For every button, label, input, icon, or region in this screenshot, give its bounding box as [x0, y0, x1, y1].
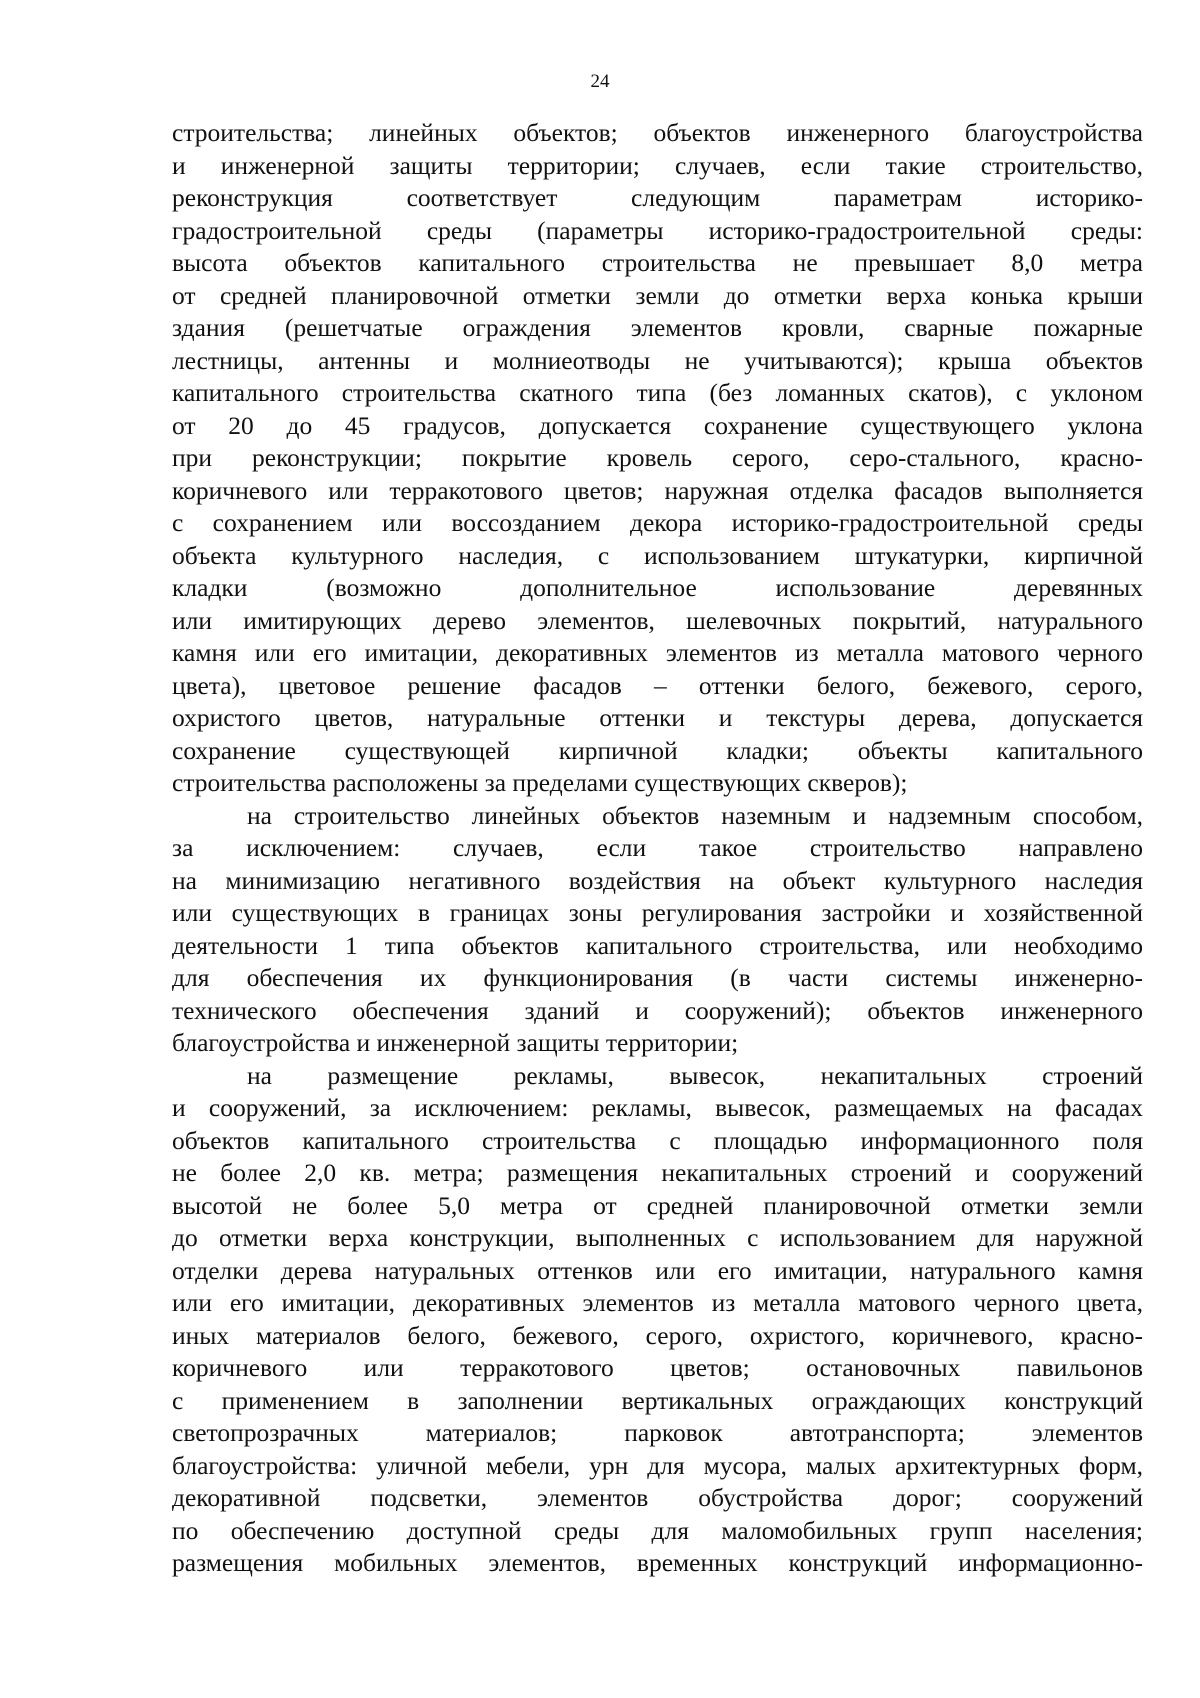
text-line: до отметки верха конструкции, выполненных с использованием для наружной [172, 1223, 1143, 1252]
text-line: на минимизацию негативного воздействия на объект культурного наследия [172, 865, 1143, 895]
text-line: капитального строительства скатного типа (без ломанных скатов), с уклоном [172, 378, 1143, 407]
text-line: строительства; линейных объектов; объектов инженерного благоустройства [172, 118, 1143, 147]
text-line: технического обеспечения зданий и сооружений); объектов инженерного [172, 995, 1143, 1025]
text-line: коричневого или терракотового цветов; наружная отделка фасадов выполняется [172, 475, 1143, 505]
text-line: камня или его имитации, декоративных элементов из металла матового черного [172, 638, 1143, 667]
text-line: лестницы, антенны и молниеотводы не учитываются); крыша объектов [172, 345, 1143, 375]
text-line: охристого цветов, натуральные оттенки и текстуры дерева, допускается [172, 703, 1143, 732]
text-line: от 20 до 45 градусов, допускается сохранение существующего уклона [172, 410, 1143, 440]
text-line: высота объектов капитального строительства не превышает 8,0 метра [172, 248, 1143, 277]
text-line: цвета), цветовое решение фасадов – оттенки белого, бежевого, серого, [172, 670, 1143, 700]
text-line: или его имитации, декоративных элементов из металла матового черного цвета, [172, 1288, 1143, 1317]
text-line: при реконструкции; покрытие кровель серого, серо-стального, красно- [172, 443, 1143, 472]
text-line: на строительство линейных объектов наземным и надземным способом, [247, 800, 1143, 830]
text-line: благоустройства: уличной мебели, урн для мусора, малых архитектурных форм, [172, 1450, 1143, 1480]
text-line: на размещение рекламы, вывесок, некапитальных строений [247, 1060, 1143, 1090]
text-line: с применением в заполнении вертикальных ограждающих конструкций [172, 1385, 1143, 1415]
page-number: 24 [590, 71, 610, 92]
text-line: декоративной подсветки, элементов обустройства дорог; сооружений [172, 1483, 1143, 1512]
text-line: за исключением: случаев, если такое строительство направлено [172, 833, 1143, 862]
text-line: благоустройства и инженерной защиты территории; [172, 1028, 739, 1057]
body-text [172, 117, 1143, 1580]
text-line: объекта культурного наследия, с использованием штукатурки, кирпичной [172, 540, 1143, 570]
text-line: коричневого или терракотового цветов; остановочных павильонов [172, 1353, 1143, 1382]
text-line: от средней планировочной отметки земли до отметки верха конька крыши [172, 280, 1143, 310]
text-line: реконструкция соответствует следующим параметрам историко- [172, 183, 1143, 212]
text-line: объектов капитального строительства с площадью информационного поля [172, 1125, 1143, 1155]
text-line: иных материалов белого, бежевого, серого, охристого, коричневого, красно- [172, 1320, 1143, 1350]
text-line: размещения мобильных элементов, временных конструкций информационно- [172, 1548, 1143, 1577]
text-line: отделки дерева натуральных оттенков или его имитации, натурального камня [172, 1255, 1143, 1285]
text-line: по обеспечению доступной среды для маломобильных групп населения; [172, 1515, 1143, 1545]
text-line: строительства расположены за пределами существующих скверов); [172, 768, 908, 797]
text-line: сохранение существующей кирпичной кладки; объекты капитального [172, 735, 1143, 765]
text-line: и инженерной защиты территории; случаев, если такие строительство, [172, 150, 1143, 180]
text-line: или существующих в границах зоны регулирования застройки и хозяйственной [172, 898, 1143, 927]
text-line: градостроительной среды (параметры историко-градостроительной среды: [172, 215, 1143, 245]
text-line: кладки (возможно дополнительное использование деревянных [172, 573, 1143, 602]
text-line: высотой не более 5,0 метра от средней планировочной отметки земли [172, 1190, 1143, 1220]
text-line: с сохранением или воссозданием декора историко-градостроительной среды [172, 508, 1143, 537]
text-line: и сооружений, за исключением: рекламы, вывесок, размещаемых на фасадах [172, 1093, 1143, 1122]
text-line: светопрозрачных материалов; парковок автотранспорта; элементов [172, 1418, 1143, 1447]
text-line: не более 2,0 кв. метра; размещения некапитальных строений и сооружений [172, 1158, 1143, 1187]
text-line: здания (решетчатые ограждения элементов кровли, сварные пожарные [172, 313, 1143, 342]
text-line: или имитирующих дерево элементов, шелевочных покрытий, натурального [172, 605, 1143, 635]
text-line: деятельности 1 типа объектов капитального строительства, или необходимо [172, 930, 1143, 960]
text-line: для обеспечения их функционирования (в части системы инженерно- [172, 963, 1143, 992]
